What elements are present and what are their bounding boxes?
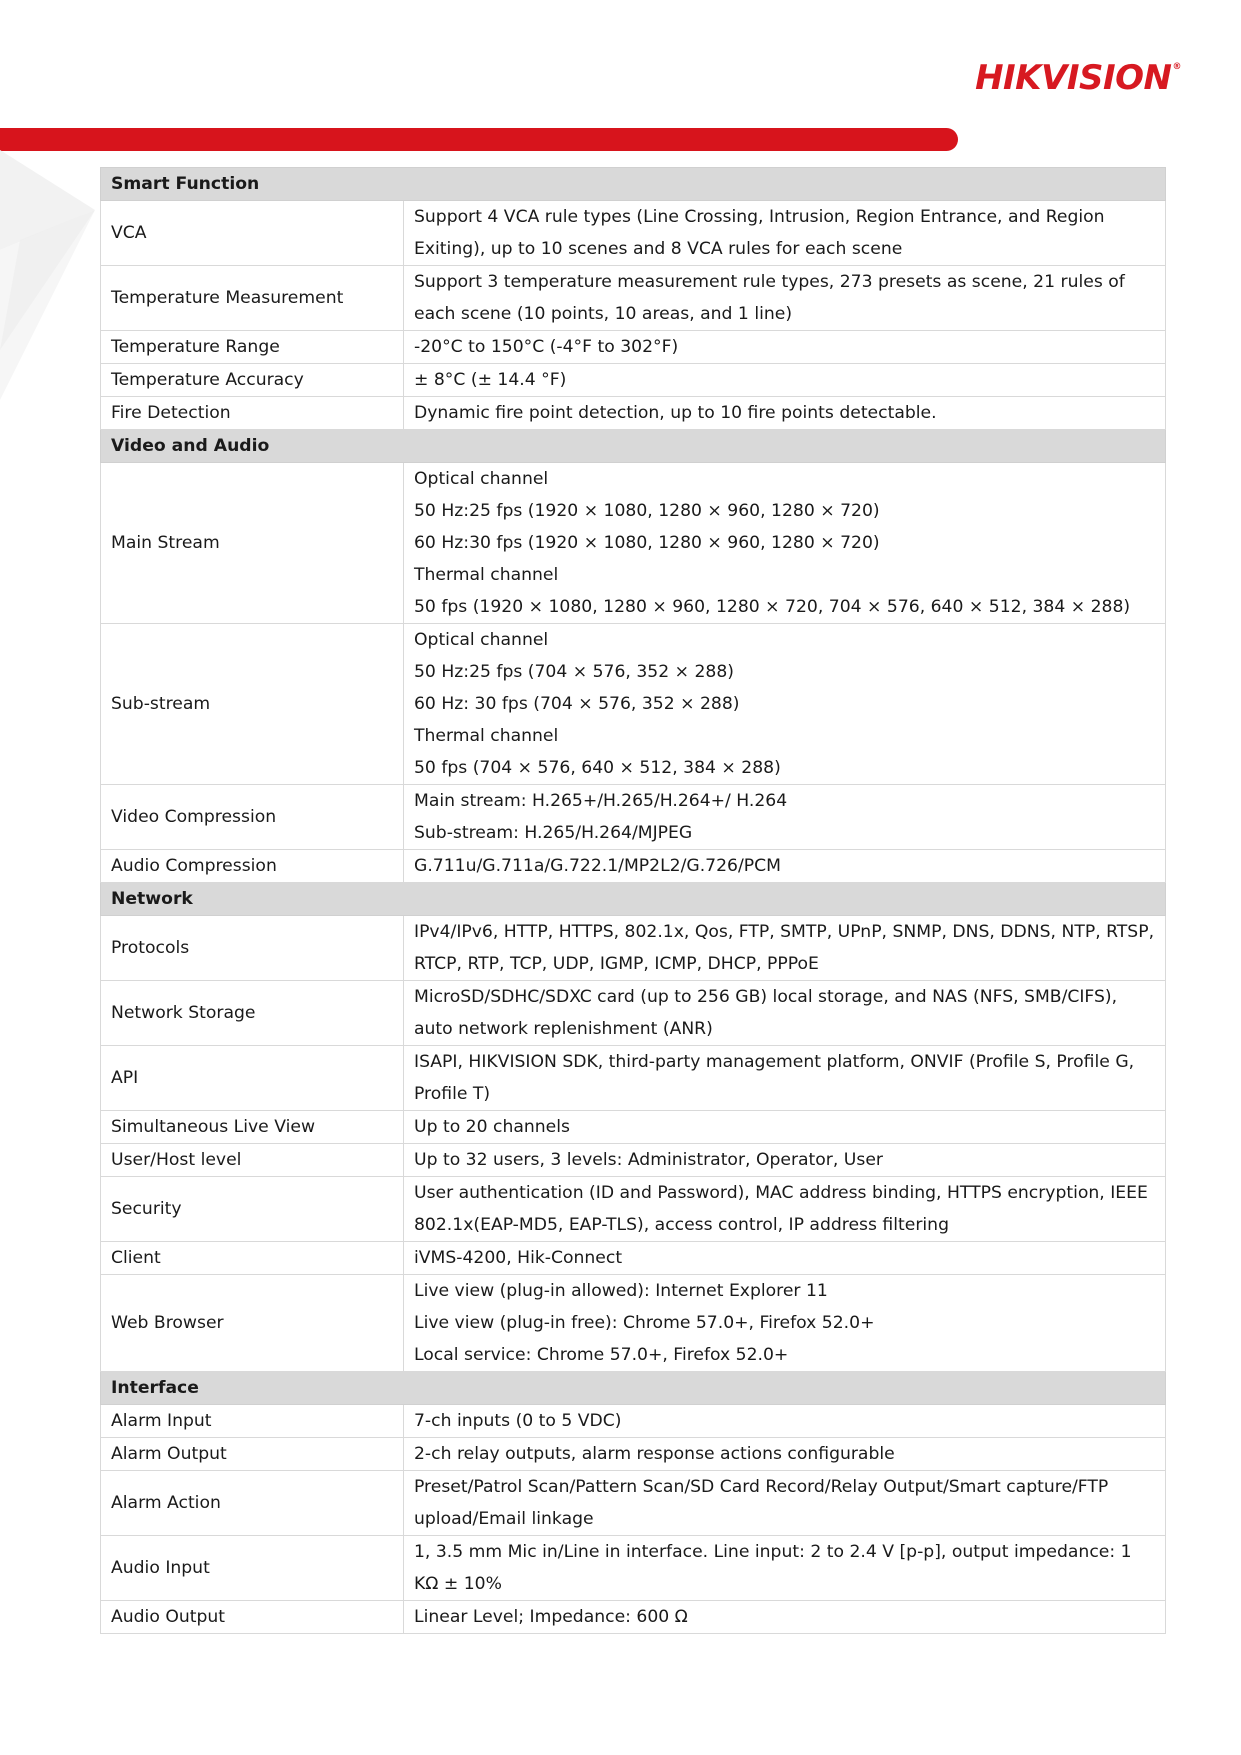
spec-value-line: Live view (plug-in free): Chrome 57.0+, Firefox 52.0+ bbox=[414, 1313, 875, 1333]
logo-text: HIKVISION bbox=[975, 58, 1172, 98]
spec-value-line: 2-ch relay outputs, alarm response actions configurable bbox=[414, 1444, 895, 1464]
spec-label: Main Stream bbox=[101, 463, 404, 624]
spec-value-line: Thermal channel bbox=[414, 726, 559, 746]
spec-value bbox=[404, 1405, 1166, 1438]
spec-value bbox=[404, 1046, 1166, 1111]
spec-value bbox=[404, 1438, 1166, 1471]
spec-row bbox=[101, 916, 1166, 981]
section-title: Smart Function bbox=[101, 168, 1166, 201]
spec-value bbox=[404, 850, 1166, 883]
spec-value-line: ISAPI, HIKVISION SDK, third-party management platform, ONVIF (Profile S, Profile G, Profile T) bbox=[414, 1052, 1135, 1104]
spec-row bbox=[101, 266, 1166, 331]
spec-value bbox=[404, 1601, 1166, 1634]
spec-label: Fire Detection bbox=[101, 397, 404, 430]
spec-value-line: 50 fps (704 × 576, 640 × 512, 384 × 288) bbox=[414, 758, 781, 778]
section-title: Interface bbox=[101, 1372, 1166, 1405]
spec-value bbox=[404, 364, 1166, 397]
spec-label: Audio Compression bbox=[101, 850, 404, 883]
spec-label: VCA bbox=[101, 201, 404, 266]
spec-value-line: Preset/Patrol Scan/Pattern Scan/SD Card Record/Relay Output/Smart capture/FTP upload/Email linkage bbox=[414, 1477, 1109, 1529]
spec-value-line: 50 Hz:25 fps (1920 × 1080, 1280 × 960, 1280 × 720) bbox=[414, 501, 880, 521]
spec-value bbox=[404, 1144, 1166, 1177]
spec-label: Temperature Accuracy bbox=[101, 364, 404, 397]
spec-value bbox=[404, 785, 1166, 850]
spec-value-line: ± 8°C (± 14.4 °F) bbox=[414, 370, 567, 390]
spec-label: Temperature Measurement bbox=[101, 266, 404, 331]
spec-value-line: Optical channel bbox=[414, 469, 549, 489]
spec-label: User/Host level bbox=[101, 1144, 404, 1177]
spec-row bbox=[101, 463, 1166, 624]
spec-value-line: Sub-stream: H.265/H.264/MJPEG bbox=[414, 823, 693, 843]
spec-label: Web Browser bbox=[101, 1275, 404, 1372]
spec-row bbox=[101, 785, 1166, 850]
spec-value-line: MicroSD/SDHC/SDXC card (up to 256 GB) local storage, and NAS (NFS, SMB/CIFS), auto network replenishment (ANR) bbox=[414, 987, 1118, 1039]
spec-row bbox=[101, 1405, 1166, 1438]
spec-row bbox=[101, 1601, 1166, 1634]
decorative-watermark-shape bbox=[0, 150, 95, 400]
hikvision-logo bbox=[975, 58, 1181, 98]
spec-row bbox=[101, 1111, 1166, 1144]
spec-label: Sub-stream bbox=[101, 624, 404, 785]
spec-label: Client bbox=[101, 1242, 404, 1275]
spec-value bbox=[404, 1242, 1166, 1275]
spec-row bbox=[101, 1275, 1166, 1372]
spec-value bbox=[404, 1111, 1166, 1144]
spec-value-line: 60 Hz:30 fps (1920 × 1080, 1280 × 960, 1280 × 720) bbox=[414, 533, 880, 553]
section-header bbox=[101, 1372, 1166, 1405]
spec-value bbox=[404, 624, 1166, 785]
spec-row bbox=[101, 331, 1166, 364]
spec-value-line: Live view (plug-in allowed): Internet Explorer 11 bbox=[414, 1281, 828, 1301]
section-title: Network bbox=[101, 883, 1166, 916]
header-accent-bar bbox=[0, 128, 958, 151]
spec-row bbox=[101, 850, 1166, 883]
spec-value-line: IPv4/IPv6, HTTP, HTTPS, 802.1x, Qos, FTP, SMTP, UPnP, SNMP, DNS, DDNS, NTP, RTSP, RTCP, RTP, TCP, UDP, IGMP, ICMP, DHCP, PPPoE bbox=[414, 922, 1155, 974]
spec-value-line: 60 Hz: 30 fps (704 × 576, 352 × 288) bbox=[414, 694, 740, 714]
spec-label: Protocols bbox=[101, 916, 404, 981]
spec-value-line: 7-ch inputs (0 to 5 VDC) bbox=[414, 1411, 622, 1431]
spec-value-line: Dynamic fire point detection, up to 10 fire points detectable. bbox=[414, 403, 937, 423]
spec-label: Temperature Range bbox=[101, 331, 404, 364]
spec-row bbox=[101, 1471, 1166, 1536]
spec-label: Alarm Action bbox=[101, 1471, 404, 1536]
spec-value-line: 1, 3.5 mm Mic in/Line in interface. Line input: 2 to 2.4 V [p-p], output impedance: 1 KΩ ± 10% bbox=[414, 1542, 1132, 1594]
spec-value-line: Thermal channel bbox=[414, 565, 559, 585]
spec-label: Simultaneous Live View bbox=[101, 1111, 404, 1144]
spec-value-line: -20°C to 150°C (-4°F to 302°F) bbox=[414, 337, 679, 357]
spec-value bbox=[404, 331, 1166, 364]
section-header bbox=[101, 168, 1166, 201]
section-title: Video and Audio bbox=[101, 430, 1166, 463]
spec-label: Security bbox=[101, 1177, 404, 1242]
spec-value-line: 50 fps (1920 × 1080, 1280 × 960, 1280 × 720, 704 × 576, 640 × 512, 384 × 288) bbox=[414, 597, 1131, 617]
spec-value bbox=[404, 981, 1166, 1046]
spec-label: Alarm Input bbox=[101, 1405, 404, 1438]
spec-label: Alarm Output bbox=[101, 1438, 404, 1471]
spec-value-line: Linear Level; Impedance: 600 Ω bbox=[414, 1607, 688, 1627]
spec-row bbox=[101, 981, 1166, 1046]
spec-value-line: iVMS-4200, Hik-Connect bbox=[414, 1248, 623, 1268]
spec-row bbox=[101, 364, 1166, 397]
spec-row bbox=[101, 397, 1166, 430]
spec-label: API bbox=[101, 1046, 404, 1111]
spec-row bbox=[101, 624, 1166, 785]
spec-value-line: Optical channel bbox=[414, 630, 549, 650]
section-header bbox=[101, 883, 1166, 916]
spec-label: Video Compression bbox=[101, 785, 404, 850]
spec-row bbox=[101, 1438, 1166, 1471]
spec-row bbox=[101, 1144, 1166, 1177]
spec-row bbox=[101, 201, 1166, 266]
spec-value-line: Up to 32 users, 3 levels: Administrator, Operator, User bbox=[414, 1150, 883, 1170]
spec-value bbox=[404, 397, 1166, 430]
spec-value bbox=[404, 1275, 1166, 1372]
spec-label: Audio Output bbox=[101, 1601, 404, 1634]
spec-value bbox=[404, 1177, 1166, 1242]
spec-value-line: Up to 20 channels bbox=[414, 1117, 570, 1137]
spec-value bbox=[404, 1536, 1166, 1601]
spec-value bbox=[404, 201, 1166, 266]
spec-value bbox=[404, 1471, 1166, 1536]
spec-value bbox=[404, 916, 1166, 981]
spec-value bbox=[404, 463, 1166, 624]
spec-value-line: 50 Hz:25 fps (704 × 576, 352 × 288) bbox=[414, 662, 734, 682]
section-header bbox=[101, 430, 1166, 463]
registered-mark: ® bbox=[1172, 62, 1181, 72]
spec-label: Audio Input bbox=[101, 1536, 404, 1601]
spec-row bbox=[101, 1536, 1166, 1601]
spec-row bbox=[101, 1242, 1166, 1275]
spec-row bbox=[101, 1177, 1166, 1242]
spec-value-line: User authentication (ID and Password), MAC address binding, HTTPS encryption, IEEE 802.1x(EAP-MD5, EAP-TLS), access control, IP address filtering bbox=[414, 1183, 1148, 1235]
spec-value bbox=[404, 266, 1166, 331]
spec-value-line: G.711u/G.711a/G.722.1/MP2L2/G.726/PCM bbox=[414, 856, 781, 876]
spec-value-line: Main stream: H.265+/H.265/H.264+/ H.264 bbox=[414, 791, 788, 811]
spec-row bbox=[101, 1046, 1166, 1111]
spec-label: Network Storage bbox=[101, 981, 404, 1046]
spec-value-line: Support 3 temperature measurement rule types, 273 presets as scene, 21 rules of each scene (10 points, 10 areas, and 1 line) bbox=[414, 272, 1125, 324]
specification-table bbox=[100, 167, 1166, 1634]
spec-value-line: Local service: Chrome 57.0+, Firefox 52.0+ bbox=[414, 1345, 789, 1365]
spec-value-line: Support 4 VCA rule types (Line Crossing, Intrusion, Region Entrance, and Region Exiting), up to 10 scenes and 8 VCA rules for each scene bbox=[414, 207, 1105, 259]
